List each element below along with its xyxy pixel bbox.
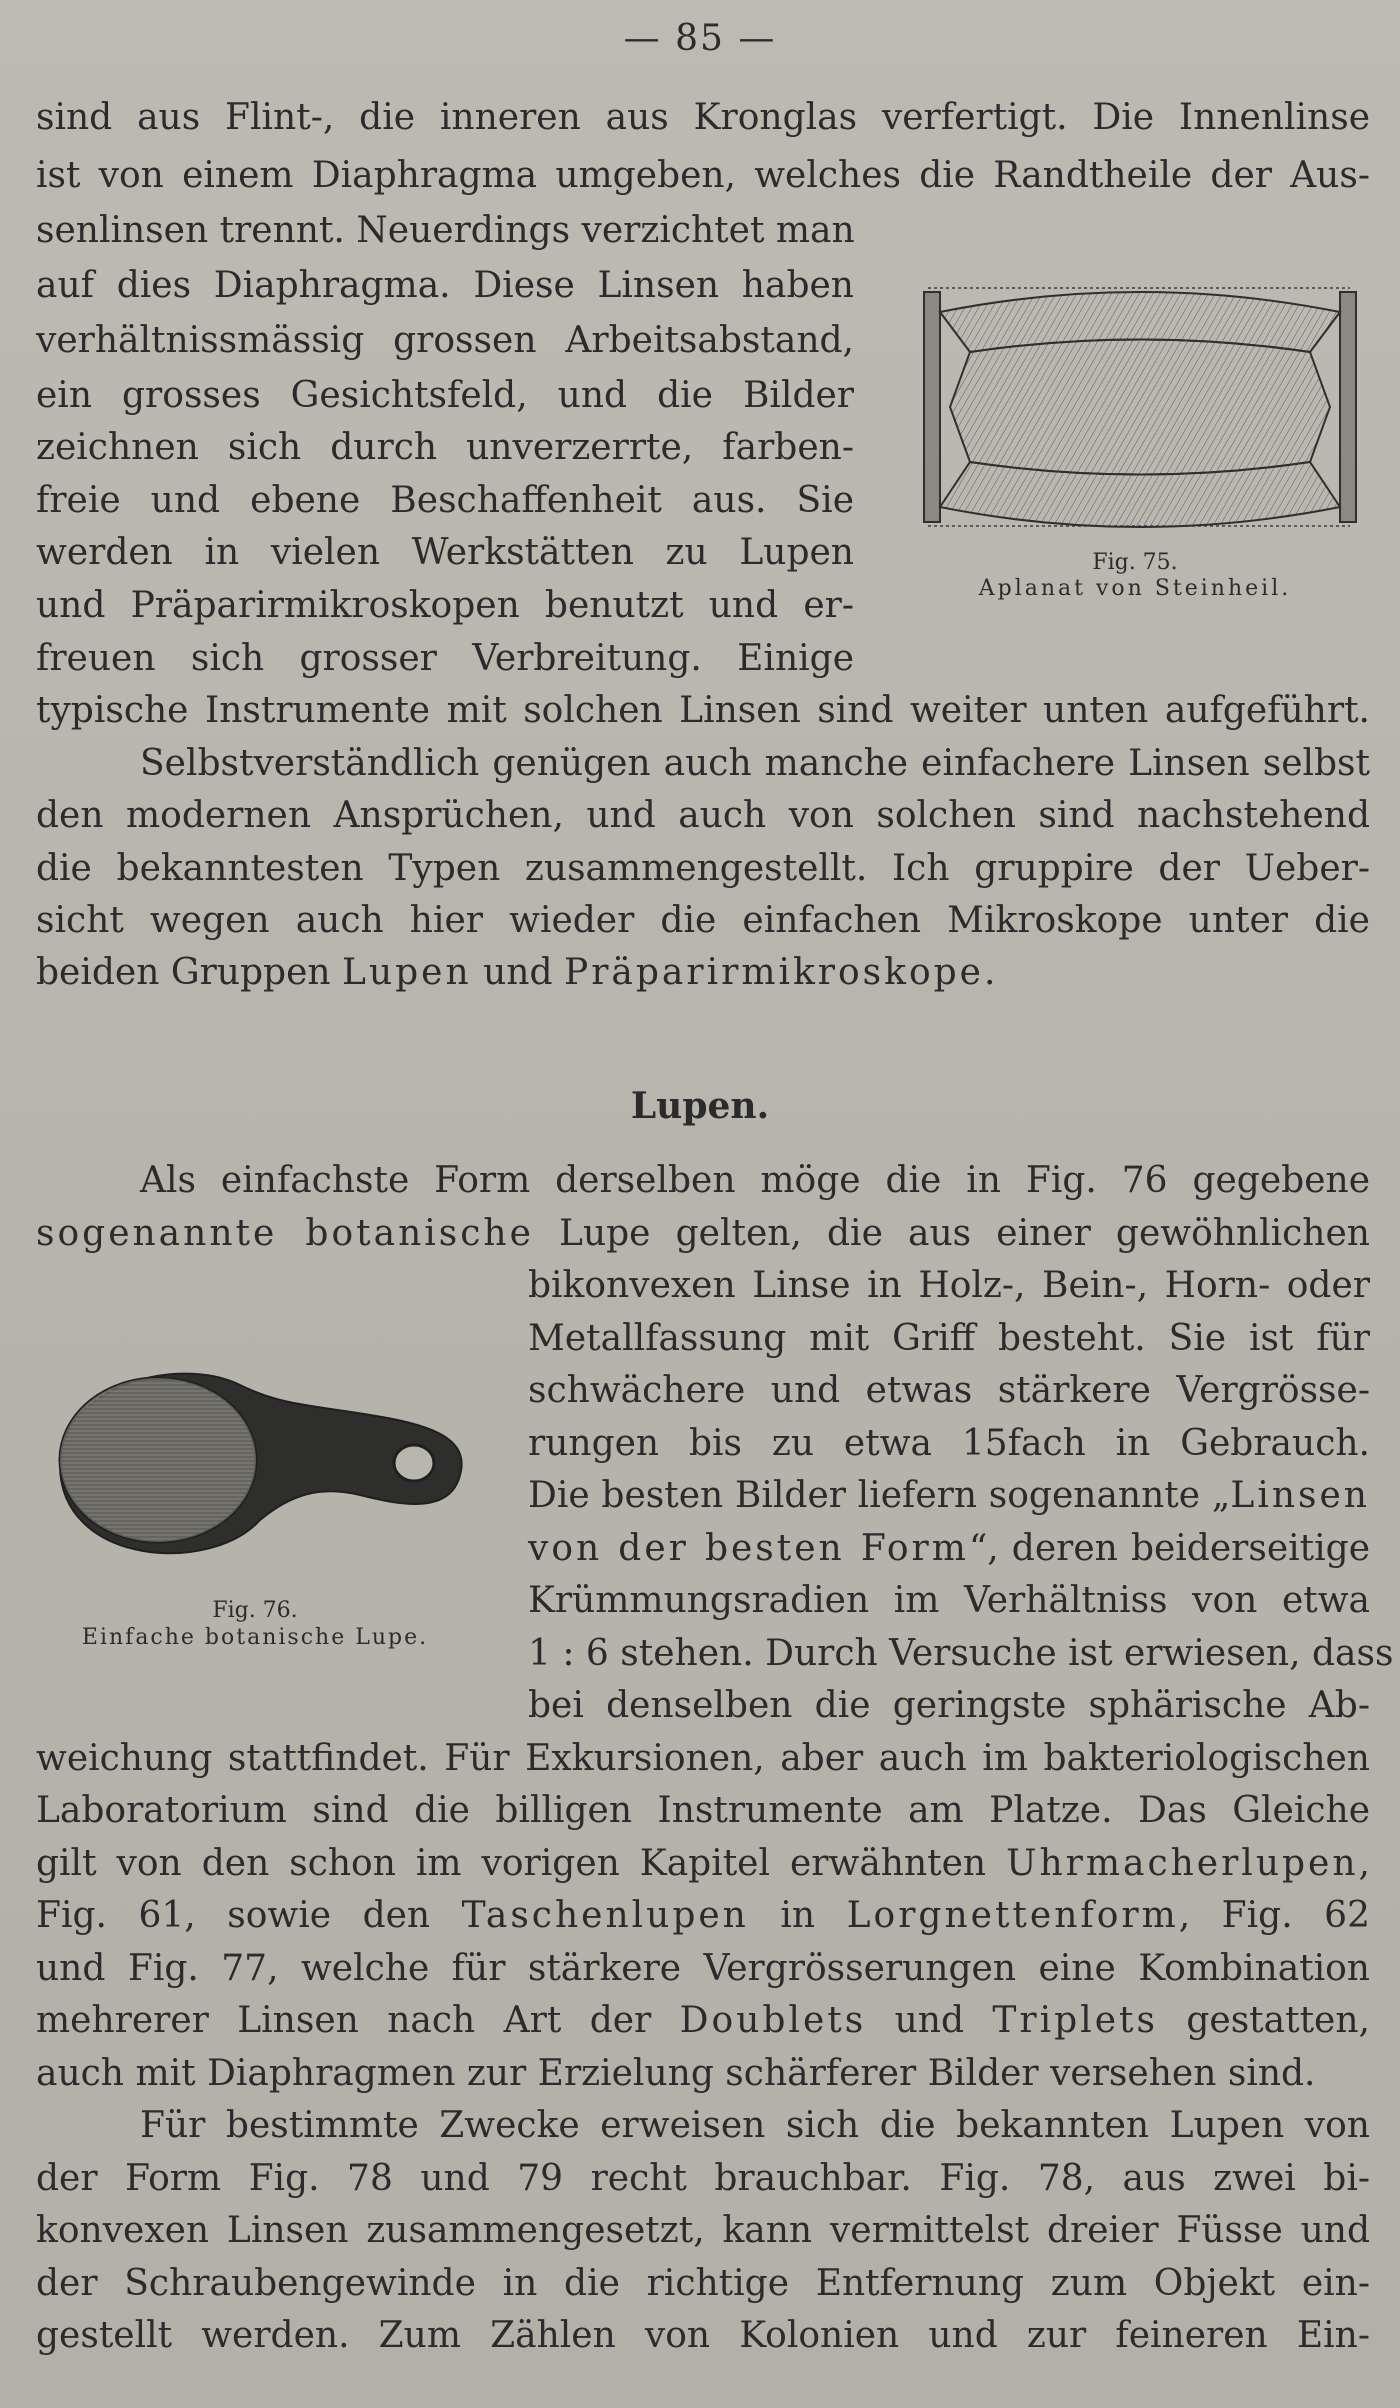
text-fragment: in bbox=[748, 1895, 847, 1936]
text-line: Selbstverständlich genügen auch manche einfachere Linsen selbst bbox=[140, 743, 1370, 784]
text-line: Laboratorium sind die billigen Instrumente am Platze. Das Gleiche bbox=[36, 1790, 1370, 1831]
text-line: konvexen Linsen zusammengesetzt, kann vermittelst dreier Füsse und bbox=[36, 2210, 1370, 2251]
botanical-magnifier-figure bbox=[40, 1345, 470, 1585]
text-line: freuen sich grosser Verbreitung. Einige bbox=[36, 638, 854, 679]
figure-75-caption: Aplanat von Steinheil. bbox=[978, 576, 1292, 601]
text-line: der Form Fig. 78 und 79 recht brauchbar. Fig. 78, aus zwei bi- bbox=[36, 2158, 1370, 2199]
text-line: senlinsen trennt. Neuerdings verzichtet man bbox=[36, 210, 855, 251]
spaced-term: Doublets bbox=[679, 2000, 867, 2041]
spaced-term: Taschenlupen bbox=[461, 1895, 749, 1936]
text-line: auf dies Diaphragma. Diese Linsen haben bbox=[36, 265, 854, 306]
figure-76-label: Fig. 76. bbox=[212, 1598, 298, 1623]
text-fragment: , bbox=[1358, 1843, 1370, 1884]
text-line bbox=[36, 1838, 1370, 1890]
page-number: — 85 — bbox=[623, 18, 777, 59]
section-heading: Lupen. bbox=[630, 1085, 770, 1127]
text-line: der Schraubengewinde in die richtige Entfernung zum Objekt ein- bbox=[36, 2263, 1370, 2304]
text-line bbox=[36, 1995, 1370, 2047]
spaced-term: Lupen bbox=[342, 952, 472, 993]
text-fragment: gilt von den schon im vorigen Kapitel erwähnten bbox=[36, 1843, 1007, 1884]
text-fragment: gestatten, bbox=[1157, 2000, 1370, 2041]
spaced-term: sogenannte botanische bbox=[36, 1213, 534, 1254]
text-line bbox=[36, 1208, 1370, 1260]
spaced-term: Lorgnettenform bbox=[846, 1895, 1179, 1936]
text-fragment: Die besten Bilder liefern sogenannte „ bbox=[528, 1475, 1231, 1516]
text-line: bei denselben die geringste sphärische Ab- bbox=[528, 1685, 1370, 1726]
text-fragment: Lupe gelten, die aus einer gewöhnlichen bbox=[533, 1213, 1370, 1254]
text-line bbox=[528, 1523, 1370, 1575]
text-line bbox=[36, 947, 1370, 999]
text-line: bikonvexen Linse in Holz-, Bein-, Horn- oder bbox=[528, 1265, 1370, 1306]
text-line: auch mit Diaphragmen zur Erzielung schärferer Bilder versehen sind. bbox=[36, 2053, 1316, 2094]
spaced-term: Triplets bbox=[992, 2000, 1158, 2041]
spaced-term: Linsen bbox=[1230, 1475, 1370, 1516]
text-line: typische Instrumente mit solchen Linsen sind weiter unten aufgeführt. bbox=[36, 690, 1370, 731]
text-line: schwächere und etwas stärkere Vergrösse- bbox=[528, 1370, 1370, 1411]
text-line: Metallfassung mit Griff besteht. Sie ist für bbox=[528, 1318, 1370, 1359]
figure-75-label: Fig. 75. bbox=[1092, 550, 1178, 575]
text-line: werden in vielen Werkstätten zu Lupen bbox=[36, 532, 854, 573]
text-fragment: beiden Gruppen bbox=[36, 952, 343, 993]
text-line: Krümmungsradien im Verhältniss von etwa bbox=[528, 1580, 1370, 1621]
text-line: Als einfachste Form derselben möge die in Fig. 76 gegebene bbox=[140, 1160, 1370, 1201]
text-line: den modernen Ansprüchen, und auch von solchen sind nachstehend bbox=[36, 795, 1370, 836]
text-line: freie und ebene Beschaffenheit aus. Sie bbox=[36, 480, 854, 521]
spaced-term: von der besten Form bbox=[528, 1528, 969, 1569]
text-line: die bekanntesten Typen zusammengestellt. Ich gruppire der Ueber- bbox=[36, 848, 1370, 889]
spaced-term: Präparirmikroskope bbox=[563, 952, 984, 993]
text-fragment: “, deren beiderseitige bbox=[968, 1528, 1370, 1569]
aplanat-lens-figure bbox=[910, 282, 1365, 532]
text-fragment: Fig. 61, sowie den bbox=[36, 1895, 462, 1936]
text-line: verhältnissmässig grossen Arbeitsabstand, bbox=[36, 320, 854, 361]
text-fragment: und bbox=[866, 2000, 993, 2041]
text-fragment: und bbox=[471, 952, 564, 993]
text-line: Für bestimmte Zwecke erweisen sich die bekannten Lupen von bbox=[140, 2105, 1370, 2146]
text-fragment: . bbox=[983, 952, 996, 993]
text-line: und Präparirmikroskopen benutzt und er- bbox=[36, 585, 854, 626]
text-line: weichung stattfindet. Für Exkursionen, aber auch im bakteriologischen bbox=[36, 1738, 1370, 1779]
figure-76-caption: Einfache botanische Lupe. bbox=[81, 1625, 429, 1650]
text-line: ein grosses Gesichtsfeld, und die Bilder bbox=[36, 375, 854, 416]
text-line: und Fig. 77, welche für stärkere Vergrösserungen eine Kombination bbox=[36, 1948, 1370, 1989]
text-line: gestellt werden. Zum Zählen von Kolonien und zur feineren Ein- bbox=[36, 2315, 1370, 2356]
text-line: rungen bis zu etwa 15fach in Gebrauch. bbox=[528, 1423, 1370, 1464]
text-line: sind aus Flint-, die inneren aus Kronglas verfertigt. Die Innenlinse bbox=[36, 97, 1370, 138]
text-line: 1 : 6 stehen. Durch Versuche ist erwiesen, dass bbox=[528, 1633, 1394, 1674]
text-fragment: mehrerer Linsen nach Art der bbox=[36, 2000, 680, 2041]
text-fragment: , Fig. 62 bbox=[1178, 1895, 1370, 1936]
text-line bbox=[528, 1470, 1370, 1522]
text-line: zeichnen sich durch unverzerrte, farben- bbox=[36, 427, 854, 468]
spaced-term: Uhrmacherlupen bbox=[1006, 1843, 1359, 1884]
text-line: sicht wegen auch hier wieder die einfachen Mikroskope unter die bbox=[36, 900, 1370, 941]
text-line bbox=[36, 1890, 1370, 1942]
text-line: ist von einem Diaphragma umgeben, welches die Randtheile der Aus- bbox=[36, 155, 1370, 196]
